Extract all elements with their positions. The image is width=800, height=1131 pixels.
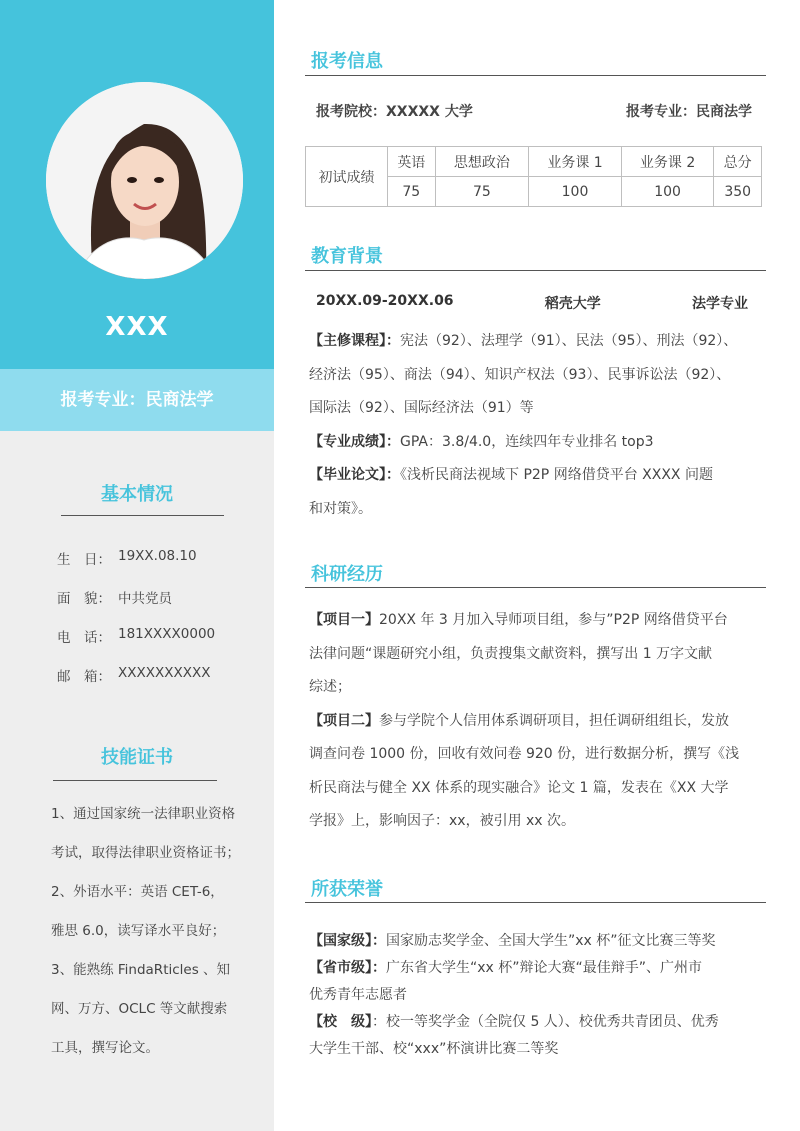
project-line: 综述； [309, 679, 351, 695]
score-value: 100 [529, 177, 622, 207]
skill-line: 雅思 6.0，读写译水平良好； [51, 923, 226, 939]
thesis-line: 和对策》。 [309, 500, 372, 517]
courses-line: 国际法（92）、国际经济法（91）等 [309, 400, 534, 416]
score-header: 英语 [388, 147, 436, 177]
score-table [305, 146, 762, 207]
basic-info-divider [61, 515, 224, 516]
grades-label: 【专业成绩】： [309, 433, 400, 450]
education-school: 稻壳大学 [544, 296, 601, 312]
info-key: 邮 箱： [57, 669, 111, 685]
score-header: 业务课 2 [621, 147, 714, 177]
grades-text: GPA：3.8/4.0，连续四年专业排名 top3 [400, 433, 654, 450]
project-line: 调查问卷 1000 份，回收有效问卷 920 份，进行数据分析，撰写《浅 [309, 746, 740, 762]
info-value: 181XXXX0000 [118, 626, 216, 642]
education-details [309, 325, 761, 526]
honor-label: 【国家级】： [309, 933, 386, 949]
honor-line: 优秀青年志愿者 [309, 987, 407, 1003]
table-row [306, 147, 762, 177]
score-value: 100 [621, 177, 714, 207]
basic-info-title: 基本情况 [101, 484, 173, 505]
skill-line: 网、万方、OCLC 等文献搜索 [51, 1001, 228, 1017]
apply-school: 报考院校：XXXXX 大学 [316, 104, 473, 120]
skill-line: 3、能熟练 FindaRticles 、知 [51, 962, 231, 978]
honors-details [309, 928, 761, 1063]
courses-line: 经济法（95）、商法（94）、知识产权法（93）、民事诉讼法（92）、 [309, 366, 731, 383]
info-value: 中共党员 [118, 591, 172, 607]
research-title: 科研经历 [311, 564, 383, 585]
project-line: 法律问题“课题研究小组，负责搜集文献资料，撰写出 1 万字文献 [309, 645, 713, 662]
info-item-birthday [57, 548, 267, 587]
honors-title: 所获荣誉 [311, 879, 383, 900]
score-header: 业务课 1 [529, 147, 622, 177]
honors-divider [305, 902, 766, 903]
profile-photo [46, 82, 243, 279]
basic-info-list [57, 548, 267, 704]
skill-line: 考试，取得法律职业资格证书； [51, 845, 240, 861]
honor-label: 【省市级】： [309, 960, 386, 976]
apply-info-row [316, 101, 752, 121]
courses-line [309, 325, 761, 359]
skill-line: 1、通过国家统一法律职业资格 [51, 806, 236, 822]
apply-info-title: 报考信息 [311, 51, 383, 72]
info-item-phone [57, 626, 267, 665]
info-key: 面 貌： [57, 591, 111, 607]
honor-line [309, 1009, 761, 1036]
education-title: 教育背景 [311, 246, 383, 267]
project-line [309, 705, 761, 739]
skill-line: 2、外语水平：英语 CET-6， [51, 884, 224, 900]
honor-line [309, 955, 761, 982]
honor-text: ：校一等奖学金（全院仅 5 人）、校优秀共青团员、优秀 [372, 1014, 719, 1030]
thesis-line [309, 459, 761, 493]
project-label: 【项目一】 [309, 612, 379, 628]
info-item-political-status [57, 587, 267, 626]
apply-major: 报考专业：民商法学 [626, 104, 752, 120]
project-text: 参与学院个人信用体系调研项目，担任调研组组长，发放 [379, 712, 729, 729]
courses-text: 宪法（92）、法理学（91）、民法（95）、刑法（92）、 [400, 333, 738, 349]
thesis-text: 《浅析民商法视域下 P2P 网络借贷平台 XXXX 问题 [400, 467, 713, 483]
education-divider [305, 270, 766, 271]
info-key: 生 日： [57, 552, 111, 568]
sidebar [0, 0, 274, 1131]
skills-list [51, 795, 251, 1068]
honor-label: 【校 级】 [309, 1014, 372, 1030]
info-value: XXXXXXXXXX [118, 665, 211, 681]
project-text: 20XX 年 3 月加入导师项目组，参与”P2P 网络借贷平台 [379, 612, 728, 628]
skills-title: 技能证书 [101, 747, 173, 768]
thesis-label: 【毕业论文】： [309, 467, 400, 483]
score-header: 总分 [714, 147, 762, 177]
honor-text: 广东省大学生“xx 杯”辩论大赛“最佳辩手”、广州市 [386, 960, 703, 976]
research-details [309, 604, 761, 839]
info-value: 19XX.08.10 [118, 548, 197, 564]
honor-text: 国家励志奖学金、全国大学生”xx 杯”征文比赛三等奖 [386, 933, 716, 949]
score-value: 350 [714, 177, 762, 207]
project-line [309, 604, 761, 638]
info-key: 电 话： [57, 630, 111, 646]
education-header-row [316, 293, 748, 313]
honor-line [309, 928, 761, 955]
research-divider [305, 587, 766, 588]
score-value: 75 [435, 177, 529, 207]
project-line: 析民商法与健全 XX 体系的现实融合》论文 1 篇，发表在《XX 大学 [309, 779, 729, 796]
score-header: 思想政治 [435, 147, 529, 177]
education-period: 20XX.09-20XX.06 [316, 293, 454, 309]
portrait-image [46, 82, 243, 279]
project-line: 学报》上，影响因子：xx，被引用 xx 次。 [309, 813, 576, 829]
honor-line: 大学生干部、校“xxx”杯演讲比赛二等奖 [309, 1041, 559, 1057]
skill-line: 工具，撰写论文。 [51, 1040, 159, 1056]
candidate-name: XXX [105, 312, 169, 342]
grades-line [309, 426, 761, 460]
education-major: 法学专业 [692, 296, 748, 312]
target-major-band: 报考专业：民商法学 [0, 369, 274, 431]
apply-info-divider [305, 75, 766, 76]
project-label: 【项目二】 [309, 712, 379, 729]
score-row-label: 初试成绩 [306, 147, 388, 207]
skills-divider [53, 780, 217, 781]
info-item-email [57, 665, 267, 704]
score-value: 75 [388, 177, 436, 207]
courses-label: 【主修课程】： [309, 333, 400, 349]
